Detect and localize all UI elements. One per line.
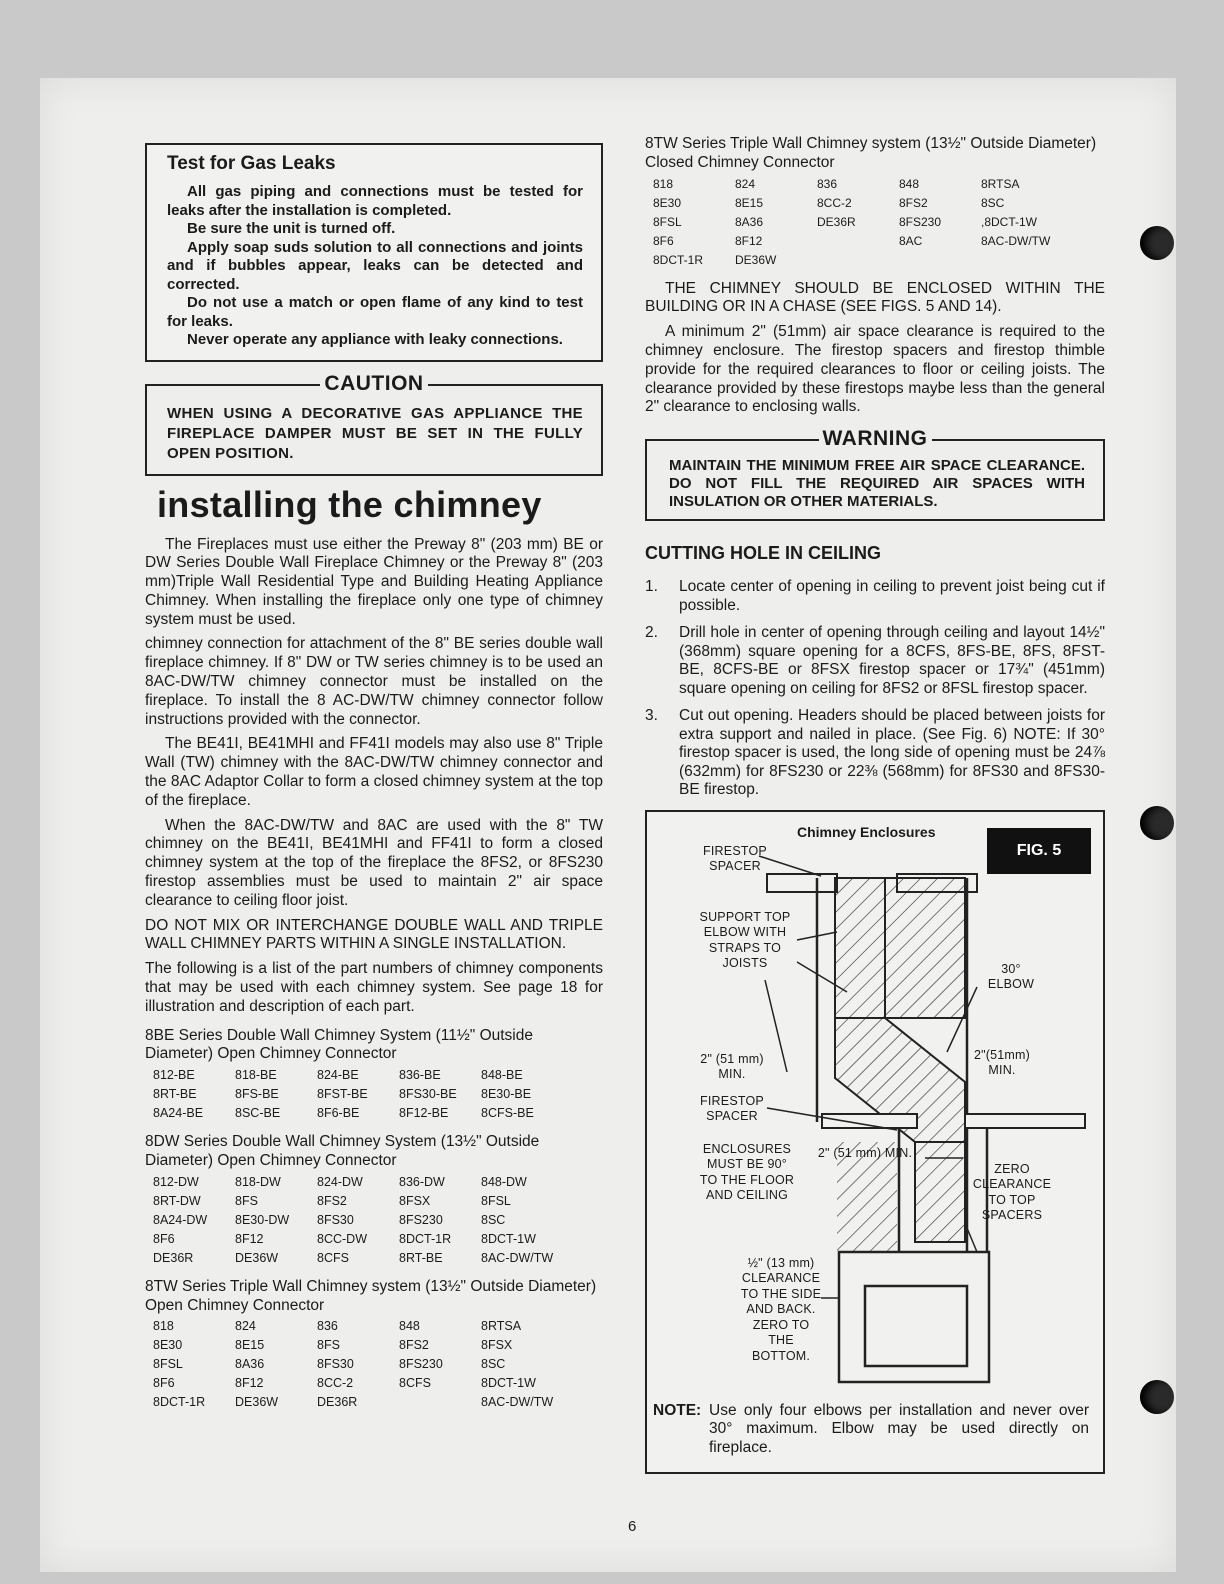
label-30-elbow: 30° ELBOW [987,961,1035,992]
left-column [145,143,603,1412]
label-min-center: 2" (51 mm) MIN. [817,1145,913,1160]
enclosure-paragraph: THE CHIMNEY SHOULD BE ENCLOSED WITHIN THE BUILDING OR IN A CHASE (SEE FIGS. 5 AND 14). [645,279,1105,316]
step-number: 3. [645,707,658,725]
part-cell: 8FST-BE [317,1087,368,1102]
warning-text: MAINTAIN THE MINIMUM FREE AIR SPACE CLEARANCE. DO NOT FILL THE REQUIRED AIR SPACES WITH INSULATION OR OTHER MATERIALS. [669,457,1085,511]
part-cell: 8CFS [399,1376,431,1391]
part-cell: 818 [153,1319,174,1334]
figure-title: Chimney Enclosures [797,823,936,840]
part-cell: 8E30-BE [481,1087,532,1102]
part-cell: 8FS [235,1193,258,1208]
part-cell: 8E30 [153,1338,183,1353]
chimney-upper-right [885,878,965,1018]
step-text: Drill hole in center of opening through ceiling and layout 14½" (368mm) square opening for a 8CFS, 8FS-BE, 8FS, 8FST-BE, 8CFS-BE or 8FSX firestop spacer or 17¾" (451mm) square opening on ceiling for 8FS2 or 8FSL firestop spacer. [679,624,1105,697]
part-cell: 8RT-BE [399,1250,443,1265]
part-cell: 8SC [981,195,1005,210]
part-cell: 8FS30 [317,1212,354,1227]
part-cell: 8DCT-1R [399,1231,452,1246]
parts-table-8dw [153,1173,563,1268]
part-cell: DE36W [235,1395,279,1410]
series-title-8tw-closed: 8TW Series Triple Wall Chimney system (13½" Outside Diameter) Closed Chimney Connector [645,135,1097,171]
part-cell: 8CC-2 [817,195,852,210]
part-cell: 8RT-BE [153,1087,197,1102]
body-paragraph: chimney connection for attachment of the 8" BE series double wall fireplace chimney. If 8" DW or TW series chimney is to be used an 8AC-DW/TW chimney connector must be installed on the fireplace. To install the 8 AC-DW/TW chimney connector follow instructions provided with the connector. [145,635,603,728]
part-cell: 8A36 [735,214,764,229]
list-item [645,578,1105,615]
part-cell: 8A24-DW [153,1212,208,1227]
part-cell: 8F6 [153,1376,175,1391]
right-column [645,135,1105,1474]
parts-table-8be [153,1066,563,1123]
step-text: Cut out opening. Headers should be placed between joists for extra support and nailed in place. (See Fig. 6) NOTE: If 30° firestop spacer is used, the long side of opening must be 24⅞ (632mm) for 8FS230 or 22⅜ (568mm) for 8FS30 and 8FS30-BE firestop. [679,707,1105,799]
part-cell: 812-DW [153,1174,199,1189]
step-number: 1. [645,578,658,596]
part-cell: 824-BE [317,1068,359,1083]
note-text: Use only four elbows per installation and never over 30° maximum. Elbow may be used directly on fireplace. [709,1401,1089,1456]
part-cell: 848-BE [481,1068,523,1083]
part-cell [899,251,981,270]
parts-table-8tw-open [153,1317,563,1412]
figure-tag: FIG. 5 [987,828,1091,874]
part-cell: 8FS230 [399,1212,443,1227]
clearance-paragraph: A minimum 2" (51mm) air space clearance is required to the chimney enclosure. The firestop spacers and firestop thimble provide for the required clearances to floor or ceiling joists. The clearance provided by these firestops maybe less than the general 2" clearance to enclosing walls. [645,323,1105,416]
label-min-right: 2"(51mm) MIN. [973,1047,1031,1078]
part-cell [817,232,899,251]
part-cell: 824 [235,1319,256,1334]
gas-leaks-para: Do not use a match or open flame of any kind to test for leaks. [167,294,583,330]
gas-leaks-title: Test for Gas Leaks [167,153,336,174]
part-cell: 8F12 [235,1231,264,1246]
part-cell: 8CC-2 [317,1376,354,1391]
step-text: Locate center of opening in ceiling to prevent joist being cut if possible. [679,578,1105,614]
label-zero-clearance: ZERO CLEARANCE TO TOP SPACERS [972,1161,1052,1223]
part-cell: 8E30-DW [235,1212,290,1227]
gas-leaks-para: All gas piping and connections must be tested for leaks after the installation is completed. [167,183,583,219]
part-cell: 8A24-BE [153,1106,204,1121]
part-cell: 8DCT-1R [653,252,704,267]
part-cell: 824-DW [317,1174,363,1189]
part-cell: 8SC-BE [235,1106,281,1121]
part-cell: 8FSL [653,214,682,229]
part-cell: 848 [899,176,920,191]
part-cell: 8F12 [735,233,763,248]
part-cell: DE36R [317,1395,358,1410]
ceiling-joist-left [767,874,837,892]
body-paragraph: The BE41I, BE41MHI and FF41I models may also use 8" Triple Wall (TW) chimney with the 8AC-DW/TW chimney connector and the 8AC Adaptor Collar to form a closed chimney system at the top of the fireplace. [145,735,603,809]
body-paragraph: DO NOT MIX OR INTERCHANGE DOUBLE WALL AND TRIPLE WALL CHIMNEY PARTS WITHIN A SINGLE INSTALLATION. [145,916,603,953]
part-cell: 824 [735,176,756,191]
part-cell: ,8DCT-1W [981,214,1038,229]
label-support-elbow: SUPPORT TOP ELBOW WITH STRAPS TO JOISTS [699,909,791,971]
body-paragraph: The Fireplaces must use either the Preway 8" (203 mm) BE or DW Series Double Wall Fireplace Chimney or the Preway 8" (203 mm)Triple Wall Residential Type and Building Heating Appliance Chimney. When installing the fireplace only one type of chimney system must be used. [145,535,603,628]
warning-box [645,427,1105,521]
gas-leaks-para: Apply soap suds solution to all connections and joints and if bubbles appear, leaks can be detected and corrected. [167,238,583,293]
part-cell: 8FS230 [399,1357,443,1372]
part-cell: 8E15 [235,1338,265,1353]
part-cell [817,251,899,270]
part-cell: 8FS-BE [235,1087,279,1102]
label-firestop-spacer-mid: FIRESTOP SPACER [700,1093,764,1124]
figure-chimney-enclosures [645,810,1105,1474]
part-cell: 8RTSA [981,176,1020,191]
part-cell: 8AC [899,233,923,248]
part-cell: 8FS30-BE [399,1087,457,1102]
binder-hole-top [1140,226,1174,260]
label-min-left: 2" (51 mm) MIN. [700,1051,764,1082]
part-cell: 818 [653,176,674,191]
gas-leaks-para: Be sure the unit is turned off. [187,220,396,237]
part-cell: 8RTSA [481,1319,522,1334]
part-cell: 8F6-BE [317,1106,360,1121]
part-cell: 8CFS [317,1250,349,1265]
series-title-8dw: 8DW Series Double Wall Chimney System (13½" Outside Diameter) Open Chimney Connector [145,1133,540,1170]
part-cell: 8AC-DW/TW [981,233,1051,248]
part-cell: 836 [317,1319,338,1334]
part-cell: 8SC [481,1212,506,1227]
part-cell: 8FSX [481,1338,513,1353]
part-cell: 8FS2 [399,1338,429,1353]
cutting-steps [645,578,1105,800]
part-cell: 8F6 [153,1231,175,1246]
part-cell: 8E30 [653,195,682,210]
section-heading: installing the chimney [157,483,542,525]
caution-text: WHEN USING A DECORATIVE GAS APPLIANCE THE FIREPLACE DAMPER MUST BE SET IN THE FULLY OPEN POSITION. [167,404,583,462]
part-cell [399,1393,481,1412]
part-cell: 8AC-DW/TW [481,1395,554,1410]
caution-box [145,371,603,476]
part-cell: 8FSL [153,1357,183,1372]
part-cell: 818-DW [235,1174,281,1189]
label-enclosures: ENCLOSURES MUST BE 90° TO THE FLOOR AND CEILING [699,1141,795,1203]
fireplace-opening [865,1286,967,1366]
part-cell: 8FS [317,1338,340,1353]
part-cell: 848 [399,1319,420,1334]
list-item [645,707,1105,800]
part-cell: 8F12 [235,1376,264,1391]
part-cell: 8FS30 [317,1357,354,1372]
part-cell: 8CC-DW [317,1231,367,1246]
leader-line [967,1228,977,1252]
gas-leaks-box [145,143,603,362]
page-number: 6 [628,1518,637,1535]
part-cell: 8A36 [235,1357,265,1372]
parts-table-8tw-closed [653,175,1063,270]
binder-hole-bottom [1140,1380,1174,1414]
part-cell: 8FS2 [317,1193,347,1208]
note-label: NOTE: [653,1401,702,1419]
part-cell: DE36W [235,1250,279,1265]
step-number: 2. [645,624,658,642]
part-cell: 836-BE [399,1068,441,1083]
body-paragraph: When the 8AC-DW/TW and 8AC are used with the 8" TW chimney on the BE41I, BE41MHI and FF41I to form a closed chimney system at the top of the fireplace the 8FS2, or 8FS230 firestop assemblies must be used to maintain 2" air space clearance to ceiling floor joist. [145,816,603,909]
chimney-upper-pipe [835,878,885,1018]
warning-title: WARNING [819,427,932,450]
part-cell: 8FS2 [899,195,928,210]
part-cell: 8F6 [653,233,674,248]
label-firestop-spacer-top: FIRESTOP SPACER [703,843,767,874]
body-paragraph: The following is a list of the part numbers of chimney components that may be used with each chimney system. See page 18 for illustration and description of each part. [145,960,603,1015]
series-title-8be: 8BE Series Double Wall Chimney System (11½" Outside Diameter) Open Chimney Connector [145,1026,533,1063]
part-cell: 8CFS-BE [481,1106,534,1121]
part-cell: 8E15 [735,195,764,210]
label-side-clearance: ½" (13 mm) CLEARANCE TO THE SIDE AND BACK. ZERO TO THE BOTTOM. [740,1255,822,1363]
part-cell: 8DCT-1W [481,1231,536,1246]
ceiling-joist-mid-right [965,1114,1085,1128]
part-cell: 8F12-BE [399,1106,449,1121]
series-title-8tw-open: 8TW Series Triple Wall Chimney system (13½" Outside Diameter) Open Chimney Connector [145,1277,597,1314]
part-cell: 812-BE [153,1068,195,1083]
part-cell: 8DCT-1R [153,1395,206,1410]
part-cell: 818-BE [235,1068,277,1083]
part-cell: DE36W [735,252,777,267]
part-cell: 8FSX [399,1193,431,1208]
part-cell: 836-DW [399,1174,445,1189]
part-cell: DE36R [817,214,856,229]
binder-hole-middle [1140,806,1174,840]
part-cell: 8AC-DW/TW [481,1250,554,1265]
cutting-heading: CUTTING HOLE IN CEILING [645,543,881,564]
part-cell: 8FS230 [899,214,942,229]
caution-title: CAUTION [320,372,427,395]
part-cell: 8SC [481,1357,506,1372]
part-cell: 848-DW [481,1174,527,1189]
part-cell: DE36R [153,1250,194,1265]
part-cell [981,251,1063,270]
list-item [645,624,1105,698]
gas-leaks-para: Never operate any appliance with leaky connections. [187,331,563,348]
figure-note [653,1402,1089,1458]
part-cell: 8FSL [481,1193,511,1208]
part-cell: 8RT-DW [153,1193,201,1208]
part-cell: 836 [817,176,838,191]
part-cell: 8DCT-1W [481,1376,536,1391]
